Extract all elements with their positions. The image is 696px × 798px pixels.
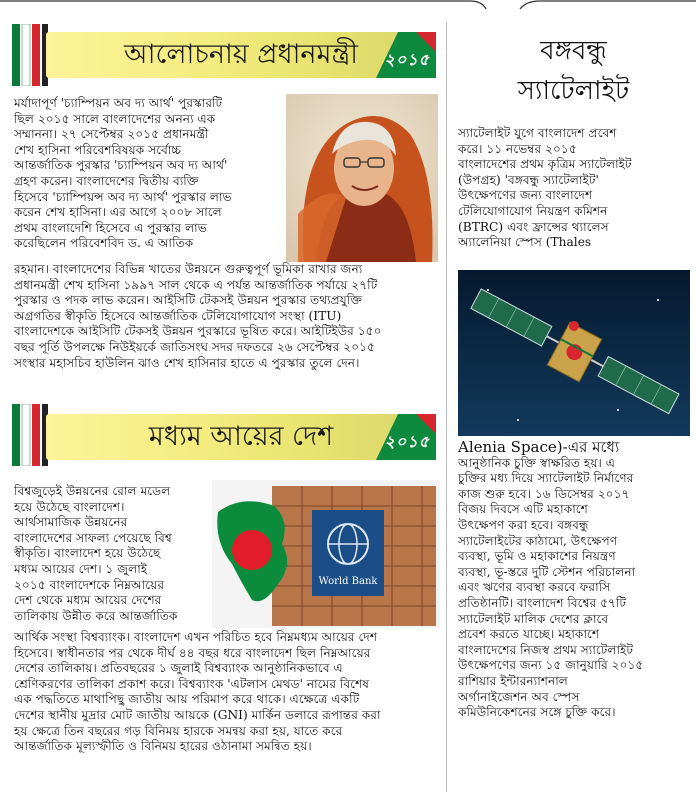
pm-text-beside-photo — [14, 96, 284, 252]
pm-section-title: আলোচনায় প্রধানমন্ত্রী — [124, 39, 358, 70]
text-line: প্রবেশ করতে যাচ্ছে। মহাকাশে — [458, 627, 600, 642]
text-line: দেশের তালিকায়। প্রতিবছরের ১ জুলাই বিশ্বব্যাংক আনুষ্ঠানিকভাবে এ — [14, 661, 343, 676]
text-line: অ্যালেনিয়া স্পেস (Thales — [458, 235, 592, 250]
text-line: আনুষ্ঠানিক চুক্তি স্বাক্ষরিত হয়। এ — [458, 455, 616, 470]
text-line: স্বীকৃতি। বাংলাদেশ হয়ে উঠেছে — [14, 546, 161, 561]
text-line: হয় ক্ষেত্রে তিন বছরের গড় বিনিময় হারকে সমন্বয় করা হয়, যাতে করে — [14, 723, 343, 738]
text-line: করেন শেখ হাসিনা। এর আগে ২০০৮ সালে — [14, 205, 222, 220]
text-line: প্রতিষ্ঠানটি। বাংলাদেশ বিশ্বের ৫৭টি — [458, 595, 627, 610]
text-line: আর্থসামাজিক উন্নয়নের — [14, 515, 128, 530]
text-line: টেলিযোগাযোগ নিয়ন্ত্রণ কমিশন — [458, 203, 608, 218]
satellite-text-top — [458, 126, 690, 251]
text-line: চুক্তির মধ্য দিয়ে স্যাটেলাইট নির্মাণের — [458, 471, 634, 486]
pm-year-badge: ২০১৫ — [384, 50, 430, 69]
text-line: Alenia Space)-এর মধ্যে — [458, 440, 620, 456]
text-line: আর্থিক সংস্থা বিশ্বব্যাংক। বাংলাদেশ এখন পরিচিত হবে নিম্নমধ্যম আয়ের দেশ — [14, 630, 378, 644]
income-year-badge: ২০১৫ — [384, 432, 430, 451]
text-line: করে। ১১ নভেম্বর ২০১৫ — [458, 141, 577, 156]
text-line: শেখ হাসিনা পরিবেশবিষয়ক সর্বোচ্চ — [14, 142, 182, 157]
income-header-stripes — [12, 404, 48, 466]
text-line: আন্তর্জাতিক মূল্যস্ফীতি ও বিনিময় হারের ওঠানামা সমন্বিত হয়। — [14, 739, 312, 754]
text-line: রহমান। বাংলাদেশের বিভিন্ন খাতের উন্নয়নে গুরুত্বপূর্ণ ভূমিকা রাখার জন্য — [14, 262, 363, 276]
income-section-title: মধ্যম আয়ের দেশ — [148, 421, 334, 452]
text-line: উৎক্ষেপণের জন্য ১৫ জানুয়ারি ২০১৫ — [458, 658, 644, 673]
pm-header-stripes — [12, 24, 48, 86]
text-line: বাংলাদেশের সাফল্য পেয়েছে বিশ্ব — [14, 530, 172, 545]
text-line: বাংলাদেশের নিজস্ব প্রথম স্যাটেলাইট — [458, 642, 634, 657]
top-decorative-rule — [0, 0, 696, 10]
text-line: ছিল ২০১৫ সালে বাংলাদেশের অনন্য এক — [14, 111, 216, 126]
text-line: স্যাটেলাইট যুগে বাংলাদেশ প্রবেশ — [458, 126, 617, 140]
text-line: দেশের স্থানীয় মুদ্রার মোট জাতীয় আয়কে (GNI) মার্কিন ডলারে রূপান্তর করা — [14, 707, 381, 722]
satellite-title-line2: স্যাটেলাইট — [517, 76, 630, 106]
text-line: মধ্যম আয়ের দেশ। ১ জুলাই — [14, 561, 148, 576]
text-line: ২০১৫ বাংলাদেশকে নিম্নআয়ের — [14, 577, 165, 592]
text-line: স্যাটেলাইটের কাঠামো, উৎক্ষেপণ — [458, 533, 618, 548]
text-line: বাংলাদেশের প্রথম কৃত্রিম স্যাটেলাইট — [458, 157, 632, 172]
text-line: স্যাটেলাইট মালিক দেশের ক্লাবে — [458, 611, 609, 626]
text-line: বিজয় দিবসে এটি মহাকাশে — [458, 502, 588, 517]
text-line: রাশিয়ার ইন্টারন্যাশনাল — [458, 673, 568, 688]
world-bank-building-photo — [212, 480, 440, 628]
text-line: কাজ শুরু হবে। ১৬ ডিসেম্বর ২০১৭ — [458, 486, 630, 501]
text-line: ব্যবস্থা, ভূমি ও মহাকাশের নিয়ন্ত্রণ — [458, 549, 616, 564]
text-line: বছর পূর্তি উপলক্ষে নিউইয়র্কে জাতিসংঘ সদর দফতরে ২৬ সেপ্টেম্বর ২০১৫ — [14, 339, 375, 354]
text-line: আন্তর্জাতিক পুরস্কার 'চ্যাম্পিয়ন অব দ্য আর্থ' — [14, 158, 228, 173]
text-line: শ্রেণিকরণের তালিকা প্রকাশ করে। বিশ্বব্যাংক 'এটলাস মেথড' নামের বিশেষ — [14, 676, 369, 691]
text-line: প্রধানমন্ত্রী শেখ হাসিনা ১৯৯৭ সাল থেকে এ পর্যন্ত আন্তর্জাতিক পর্যায়ে ২৭টি — [14, 277, 378, 292]
text-line: দেশ থেকে মধ্যম আয়ের দেশের — [14, 593, 162, 608]
text-line: বাংলাদেশকে আইসিটি টেকসই উন্নয়ন পুরস্কারে ভূষিত করে। আইটিইউর ১৫০ — [14, 324, 382, 339]
text-line: অগ্রগতির স্বীকৃতি হিসেবে আন্তর্জাতিক টেলিযোগাযোগ সংস্থা (ITU) — [14, 308, 342, 323]
text-line: হিসেবে 'চ্যাম্পিয়ন্স অব দ্য আর্থ' পুরস্কার লাভ — [14, 189, 232, 204]
satellite-illustration — [458, 270, 690, 436]
column-divider — [446, 22, 447, 792]
text-line: করেছিলেন পরিবেশবিদ ড. এ আতিক — [14, 236, 194, 251]
text-line: বিশ্বজুড়েই উন্নয়নের রোল মডেল — [14, 484, 171, 498]
text-line: (BTRC) এবং ফ্রান্সের থ্যালেস — [458, 219, 609, 234]
text-line: পুরস্কার ও পদক লাভ করেন। আইসিটি টেকসই উন্নয়ন পুরস্কার তথ্যপ্রযুক্তি — [14, 293, 363, 308]
text-line: এক পদ্ধতিতে মাথাপিছু জাতীয় আয় পরিমাপ করে থাকে। এক্ষেত্রে একটি — [14, 692, 360, 707]
text-line: সম্মাননা। ২৭ সেপ্টেম্বর ২০১৫ প্রধানমন্ত্রী — [14, 127, 209, 142]
income-header-bar — [46, 414, 436, 460]
text-line: সংস্থার মহাসচিব হাউলিন ঝাও শেখ হাসিনার হাতে এ পুরস্কার তুলে দেন। — [14, 355, 360, 370]
pm-text-full-width — [14, 262, 438, 371]
satellite-text-bottom — [458, 440, 690, 721]
text-line: কমিউনিকেশনের সঙ্গে চুক্তি করে। — [458, 705, 616, 720]
satellite-title-line1: বঙ্গবন্ধু — [540, 36, 607, 66]
text-line: অর্গানাইজেশন অব স্পেস — [458, 689, 580, 704]
income-text-beside-image — [14, 484, 206, 624]
text-line: প্রথম বাংলাদেশি হিসেবে এ পুরস্কার লাভ — [14, 220, 207, 235]
income-text-full-width — [14, 630, 438, 755]
text-line: ব্যবস্থা, ভূ-স্তরে দুটি স্টেশন পরিচালনা — [458, 564, 636, 579]
world-bank-sign: World Bank — [318, 576, 378, 587]
text-line: এবং ঋণের ব্যবস্থা করবে ফরাসি — [458, 580, 611, 595]
text-line: গ্রহণ করেন। বাংলাদেশের দ্বিতীয় ব্যক্তি — [14, 173, 199, 188]
text-line: উৎক্ষেপণ করা হবে। বঙ্গবন্ধু — [458, 517, 589, 532]
text-line: উৎক্ষেপণের জন্য বাংলাদেশ — [458, 188, 593, 203]
pm-portrait-photo — [286, 94, 438, 262]
text-line: হয়ে উঠেছে বাংলাদেশ। — [14, 499, 125, 514]
text-line: তালিকায় উন্নীত করে আন্তর্জাতিক — [14, 608, 178, 623]
text-line: মর্যাদাপূর্ণ 'চ্যাম্পিয়ন অব দ্য আর্থ' পুরস্কারটি — [14, 96, 223, 110]
pm-header-bar — [46, 32, 436, 78]
text-line: হিসেবে। স্বাধীনতার পর থেকে দীর্ঘ ৪৪ বছর ধরে বাংলাদেশ ছিল নিম্নআয়ের — [14, 645, 371, 660]
text-line: (উপগ্রহ) 'বঙ্গবন্ধু স্যাটেলাইট' — [458, 172, 599, 187]
